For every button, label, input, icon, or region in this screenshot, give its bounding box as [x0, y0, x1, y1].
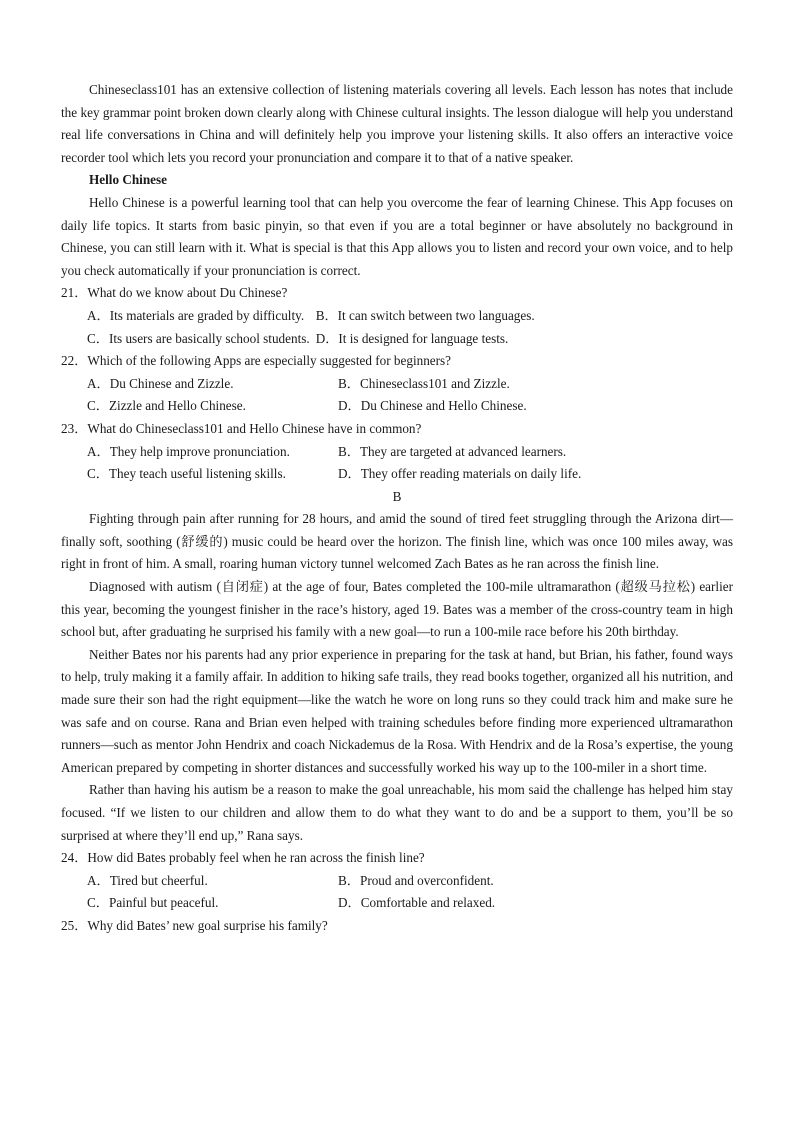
option-b: B．Proud and overconfident.	[338, 872, 494, 888]
passage-paragraph: Rather than having his autism be a reason to make the goal unreachable, his mom said the challenge has helped him stay focused. “If we listen to our children and allow them to do what they want to do and be a support to them, you’ll be so surprised at where they’ll end up,” Rana says.	[61, 782, 733, 843]
option-c: C．Its users are basically school students.	[87, 330, 310, 346]
question-25	[61, 915, 733, 938]
question-stem: 23．What do Chineseclass101 and Hello Chinese have in common?	[61, 420, 422, 436]
question-24	[61, 847, 733, 915]
option-b: B．It can switch between two languages.	[315, 307, 535, 323]
options-grid	[61, 305, 733, 350]
question-stem: 22．Which of the following Apps are especially suggested for beginners?	[61, 353, 452, 369]
options-grid	[61, 441, 733, 486]
options-grid	[61, 870, 733, 915]
option-c: C．Painful but peaceful.	[87, 895, 219, 911]
section-label: B	[392, 488, 402, 504]
question-22	[61, 350, 733, 418]
passage-paragraph: Neither Bates nor his parents had any prior experience in preparing for the task at hand, but Brian, his father, found ways to help, truly making it a family affair. In addition to hiking safe trails, they read books together, organized all his nutrition, and made sure their son had the right equipment—like the watch he wore on long runs so they could track him and make sure he was safe and on course. Rana and Brian even helped with training schedules before finding more experienced ultramarathon runners—such as mentor John Hendrix and coach Nickademus de la Rosa. With Hendrix and de la Rosa’s expertise, the young American prepared by competing in shorter distances and successfully worked his way up to the 100-miler in a short time.	[61, 646, 733, 775]
passage-paragraph: Chineseclass101 has an extensive collection of listening materials covering all levels. Each lesson has notes that include the key grammar point broken down clearly along with Chinese cultural insights. The lesson dialogue will help you understand real life conversations in China and will definitely help you improve your listening skills. It also offers an interactive voice recorder tool which lets you record your pronunciation and compare it to that of a native speaker.	[61, 82, 733, 165]
option-d: D．They offer reading materials on daily life.	[338, 466, 582, 482]
question-stem: 24．How did Bates probably feel when he ran across the finish line?	[61, 850, 425, 866]
question-23	[61, 418, 733, 486]
option-a: A．They help improve pronunciation.	[87, 443, 290, 459]
option-c: C．Zizzle and Hello Chinese.	[87, 398, 246, 414]
option-b: B．Chineseclass101 and Zizzle.	[338, 375, 510, 391]
question-21	[61, 282, 733, 350]
option-c: C．They teach useful listening skills.	[87, 466, 286, 482]
question-stem: 25．Why did Bates’ new goal surprise his family?	[61, 917, 328, 933]
passage-paragraph: Diagnosed with autism (自闭症) at the age of four, Bates completed the 100-mile ultramarathon (超级马拉松) earlier this year, becoming the youngest finisher in the race’s history, aged 19. Bates was a member of the cross-country team in high school but, after graduating he surprised his family with a new goal—to run a 100-mile race before his 20th birthday.	[61, 579, 733, 640]
document-page	[61, 79, 733, 938]
passage-paragraph: Hello Chinese is a powerful learning tool that can help you overcome the fear of learning Chinese. This App focuses on daily life topics. It starts from basic pinyin, so that even if you are a total beginner or have absolutely no background in Chinese, you can still learn with it. What is special is that this App allows you to listen and record your own voice, and to help you check automatically if your pronunciation is correct.	[61, 194, 733, 278]
option-a: A．Tired but cheerful.	[87, 872, 208, 888]
passage-paragraph: Fighting through pain after running for 28 hours, and amid the sound of tired feet struggling through the Arizona dirt—finally soft, soothing (舒缓的) music could be heard over the horizon. The finish line, which was once 100 miles away, was right in front of him. A small, roaring human victory tunnel welcomed Zach Bates as he ran across the finish line.	[61, 511, 733, 572]
option-d: D．It is designed for language tests.	[315, 330, 509, 346]
option-d: D．Du Chinese and Hello Chinese.	[338, 398, 527, 414]
option-a: A．Its materials are graded by difficulty.	[87, 307, 305, 323]
question-stem: 21．What do we know about Du Chinese?	[61, 285, 288, 301]
option-a: A．Du Chinese and Zizzle.	[87, 375, 234, 391]
options-grid	[61, 373, 733, 418]
option-d: D．Comfortable and relaxed.	[338, 895, 496, 911]
section-heading: Hello Chinese	[89, 172, 168, 188]
option-b: B．They are targeted at advanced learners.	[338, 443, 567, 459]
